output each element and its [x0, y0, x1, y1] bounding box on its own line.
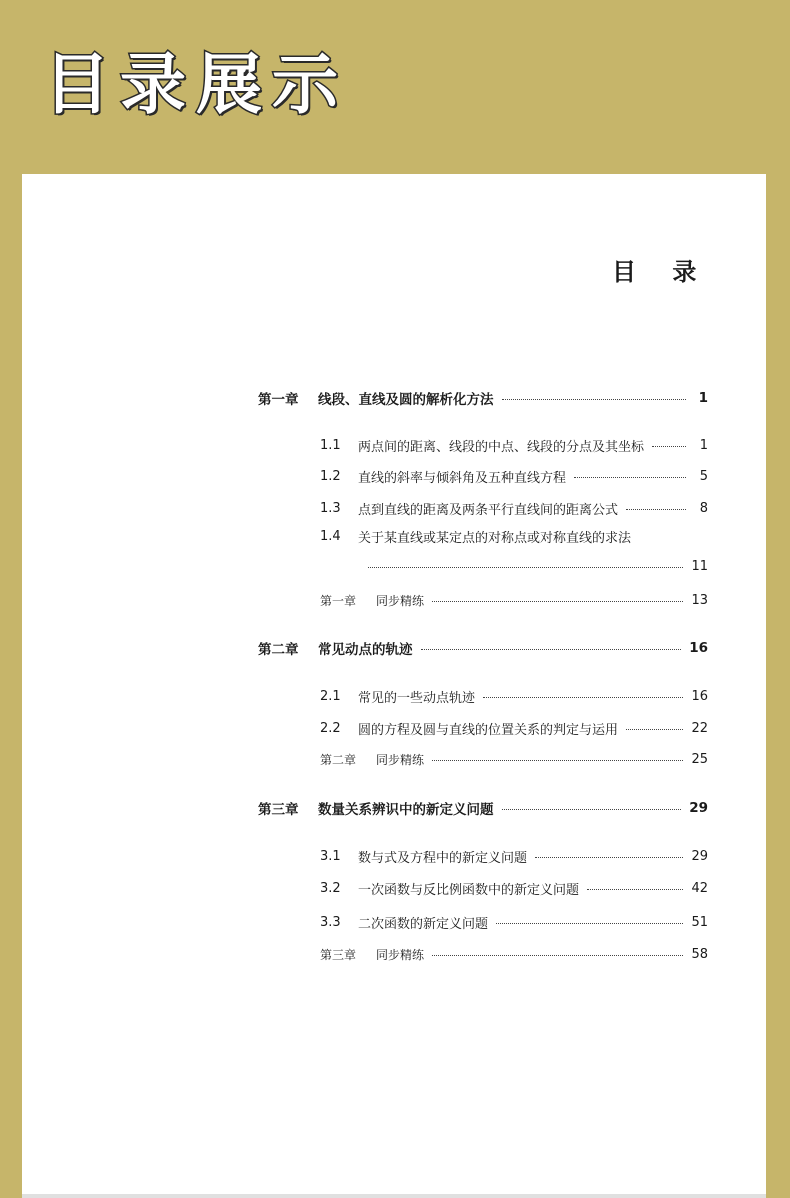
chapter-title: 数量关系辨识中的新定义问题	[318, 802, 494, 818]
section-title: 关于某直线或某定点的对称点或对称直线的求法	[358, 530, 632, 546]
leader-dots	[496, 922, 683, 924]
section-number: 3.1	[320, 848, 341, 864]
page-number: 13	[691, 592, 708, 608]
section-title: 点到直线的距离及两条平行直线间的距离公式	[358, 502, 619, 518]
section-title: 二次函数的新定义问题	[358, 916, 489, 932]
practice-chapter: 第一章	[320, 593, 357, 608]
page-number: 42	[691, 880, 708, 896]
leader-dots	[432, 759, 683, 761]
section-number: 3.3	[320, 914, 341, 930]
toc-section-1-4-continuation	[368, 556, 708, 576]
document-page	[22, 174, 766, 1198]
section-title: 两点间的距离、线段的中点、线段的分点及其坐标	[358, 439, 645, 455]
page-number: 1	[698, 390, 708, 406]
section-number: 2.1	[320, 688, 341, 704]
toc-chapter-3[interactable]	[258, 798, 708, 818]
page-number: 5	[699, 468, 708, 484]
section-title: 直线的斜率与倾斜角及五种直线方程	[358, 470, 567, 486]
leader-dots	[432, 954, 683, 956]
leader-dots	[368, 567, 683, 568]
page-number: 16	[691, 688, 708, 704]
section-number: 1.2	[320, 468, 341, 484]
page-number: 16	[689, 640, 708, 656]
chapter-title: 常见动点的轨迹	[318, 642, 413, 658]
page-number: 11	[691, 558, 708, 574]
page-number: 1	[699, 437, 708, 453]
toc-heading: 目 录	[612, 257, 711, 286]
section-number: 2.2	[320, 720, 341, 736]
leader-dots	[432, 600, 683, 602]
page-number: 58	[691, 946, 708, 962]
practice-title: 同步精练	[376, 947, 425, 962]
toc-section-1-3[interactable]	[320, 498, 708, 518]
section-number: 3.2	[320, 880, 341, 896]
leader-dots	[574, 476, 686, 478]
chapter-title: 线段、直线及圆的解析化方法	[318, 392, 494, 408]
leader-dots	[626, 728, 683, 730]
page-bottom-edge	[22, 1194, 766, 1198]
practice-chapter: 第三章	[320, 947, 357, 962]
leader-dots	[502, 398, 687, 400]
section-title: 数与式及方程中的新定义问题	[358, 850, 528, 866]
toc-section-3-1[interactable]	[320, 846, 708, 866]
banner-title: 目录展示	[44, 46, 348, 123]
leader-dots	[587, 888, 683, 890]
leader-dots	[421, 648, 682, 650]
chapter-number: 第三章	[258, 802, 299, 818]
practice-title: 同步精练	[376, 593, 425, 608]
toc-section-2-2[interactable]	[320, 718, 708, 738]
page-number: 8	[699, 500, 708, 516]
toc-chapter-2[interactable]	[258, 638, 708, 658]
practice-chapter: 第二章	[320, 752, 357, 767]
section-number: 1.4	[320, 528, 341, 544]
toc-practice-1[interactable]	[320, 590, 708, 610]
page-number: 29	[691, 848, 708, 864]
leader-dots	[502, 808, 682, 810]
section-number: 1.3	[320, 500, 341, 516]
toc-chapter-1[interactable]	[258, 388, 708, 408]
page-number: 51	[691, 914, 708, 930]
chapter-number: 第二章	[258, 642, 299, 658]
section-number: 1.1	[320, 437, 341, 453]
toc-section-1-2[interactable]	[320, 466, 708, 486]
section-title: 常见的一些动点轨迹	[358, 690, 476, 706]
page-number: 29	[689, 800, 708, 816]
page-number: 22	[691, 720, 708, 736]
toc-section-1-4[interactable]	[320, 526, 708, 546]
toc-practice-2[interactable]	[320, 749, 708, 769]
toc-section-3-2[interactable]	[320, 878, 708, 898]
toc-section-1-1[interactable]	[320, 435, 708, 455]
toc-section-3-3[interactable]	[320, 912, 708, 932]
leader-dots	[535, 856, 683, 858]
practice-title: 同步精练	[376, 752, 425, 767]
leader-dots	[483, 696, 683, 698]
toc-section-2-1[interactable]	[320, 686, 708, 706]
leader-dots	[626, 508, 686, 510]
page-number: 25	[691, 751, 708, 767]
leader-dots	[652, 445, 686, 447]
section-title: 一次函数与反比例函数中的新定义问题	[358, 882, 580, 898]
section-title: 圆的方程及圆与直线的位置关系的判定与运用	[358, 722, 619, 738]
chapter-number: 第一章	[258, 392, 299, 408]
toc-practice-3[interactable]	[320, 944, 708, 964]
